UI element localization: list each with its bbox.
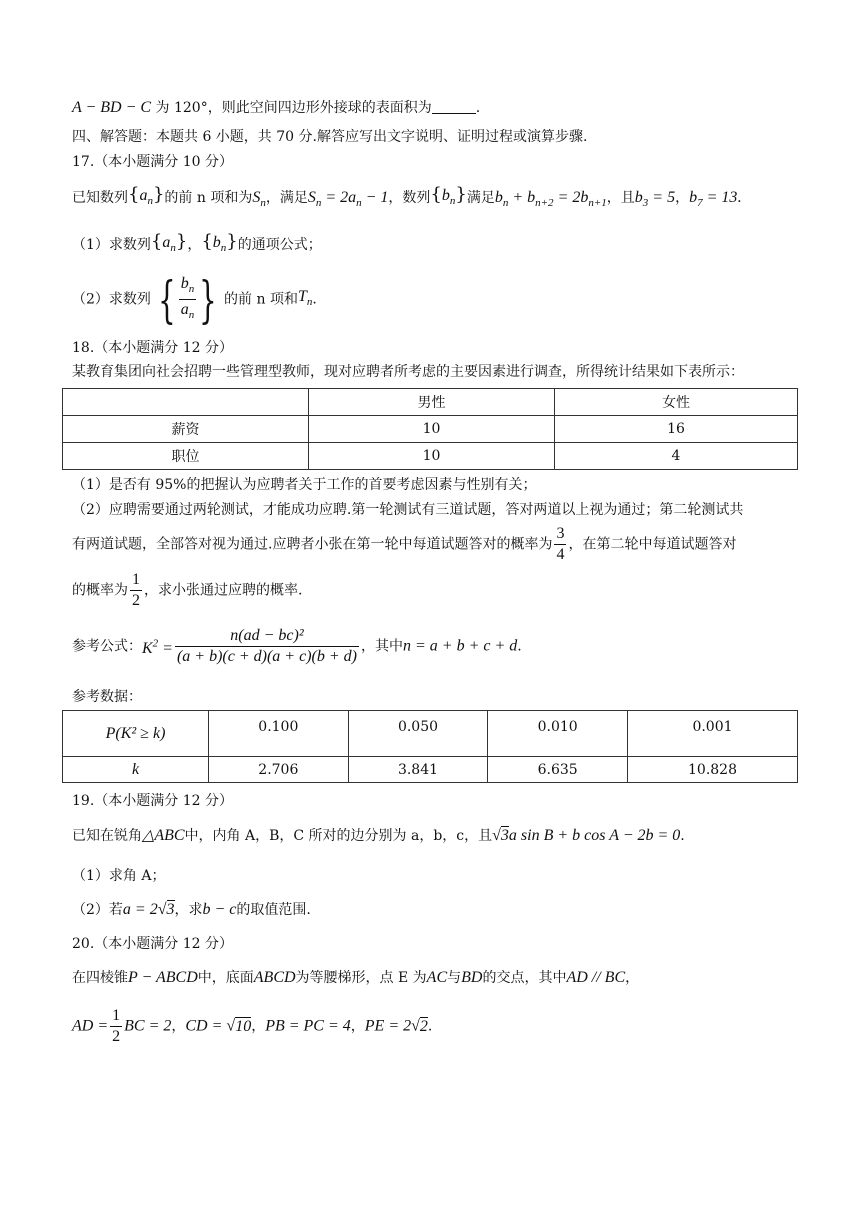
q19-text: ，求	[174, 902, 203, 918]
q17-stem-text: ，	[675, 190, 690, 207]
left-brace: {	[158, 270, 176, 329]
formula-numerator: n(ad − bc)²	[175, 626, 359, 647]
triangle-ABC: △ABC	[142, 827, 185, 844]
q19-head: 19.（本小题满分 12 分）	[72, 793, 233, 809]
table-cell: 薪资	[63, 416, 309, 443]
formula-line	[72, 626, 522, 672]
table-cell: 4	[555, 443, 798, 470]
q17-part2-text: 的前 n 项和	[224, 291, 298, 308]
q17-stem-text: 的前 n 项和为	[164, 190, 253, 207]
table-cell	[63, 389, 309, 416]
q20-text: ，	[251, 1018, 266, 1035]
q17-part1-text: （1）求数列	[72, 237, 151, 254]
ratio-fraction: $\frac{b_n}{a_n}$	[180, 275, 195, 322]
q18-part2-line1: （2）应聘需要通过两轮测试，才能成功应聘.第一轮测试有三道试题，答对两道以上视为通过；第二轮测试共	[72, 502, 744, 518]
table-cell: 6.635	[488, 757, 628, 783]
q17-part1-text: ，	[187, 237, 202, 254]
fraction-3-4	[554, 524, 566, 565]
table-cell: 女性	[555, 389, 798, 416]
q17-stem-text: ，且	[606, 190, 635, 207]
q18-part2-line3	[72, 570, 302, 616]
q18-part1: （1）是否有 95%的把握认为应聘者关于工作的首要考虑因素与性别有关；	[72, 477, 537, 493]
table-cell: k	[63, 757, 209, 783]
formula-denominator: (a + b)(c + d)(a + c)(b + d)	[176, 648, 357, 665]
q18-text: 的概率为	[72, 582, 128, 599]
table-cell: 3.841	[348, 757, 488, 783]
sum-symbol: $S_n$	[252, 189, 266, 210]
q17-head: 17.（本小题满分 10 分）	[72, 154, 233, 170]
table-cell: 10	[309, 416, 555, 443]
table-row	[63, 443, 798, 470]
table-cell: 0.010	[488, 711, 628, 757]
q20-text: 与	[447, 970, 462, 986]
a-value: a = 2√3	[122, 901, 175, 918]
formula-n: n = a + b + c + d	[402, 637, 518, 655]
base-name: ABCD	[253, 969, 296, 986]
frac-den: 4	[556, 546, 565, 563]
q20-text: ，	[350, 1018, 365, 1035]
PE-equation: PE = 2√2	[364, 1017, 428, 1035]
q18-text: ，求小张通过应聘的概率.	[144, 582, 303, 599]
right-brace: }	[199, 270, 217, 329]
q20-text: 中，底面	[197, 970, 254, 986]
q19-text: （2）若	[72, 902, 123, 918]
table-cell: 0.100	[209, 711, 349, 757]
carryover-line	[72, 98, 480, 118]
frac-den: 2	[132, 592, 140, 609]
q19-part1: （1）求角 A；	[72, 868, 166, 884]
table-row	[63, 711, 798, 757]
q20-text: 的交点，其中	[482, 970, 567, 986]
fraction-1-2: $\frac{1}{2}$	[112, 1007, 121, 1045]
q20-text: 在四棱锥	[72, 970, 128, 986]
seq-a-brace: $\{a_n\}$	[128, 184, 165, 208]
q17-part1	[72, 232, 322, 258]
q17-stem-text: 已知数列	[72, 190, 128, 207]
q18-part2-line2	[72, 524, 736, 570]
q19-part2	[72, 900, 311, 920]
b7-value: $b_7 = 13$	[689, 189, 738, 210]
table-cell: P(K² ≥ k)	[63, 711, 209, 757]
q17-stem: 已知数列$\{a_n\}$的前 n 项和为$S_n$，满足$S_n = 2a_n - 1$，数列$\{b_n\}$满足$b_n + b_{n+2} = 2b_{n+1}$，且$b_3 = 5$，$b_7 = 13$.	[72, 184, 742, 210]
q17-part2-text: （2）求数列	[72, 291, 151, 308]
formula-label: 参考公式：	[72, 638, 142, 655]
q17-stem-text: ，数列	[388, 190, 431, 207]
period: .	[475, 100, 481, 116]
period: .	[427, 1018, 433, 1035]
pyramid-name: P − ABCD	[128, 969, 198, 986]
table-row	[63, 757, 798, 783]
table-cell: 0.001	[628, 711, 798, 757]
b-minus-c: b − c	[202, 901, 237, 918]
survey-table	[62, 388, 798, 470]
q17-stem-text: ，满足	[265, 190, 308, 207]
frac-num: 1	[130, 570, 142, 591]
K-squared: $K^2$ =	[142, 637, 173, 658]
period: .	[517, 638, 522, 655]
q19-text: 中，内角 A，B，C 所对的边分别为 a，b，c，且	[184, 828, 493, 844]
q20-line2	[72, 1006, 432, 1052]
q20-head: 20.（本小题满分 12 分）	[72, 936, 233, 952]
table-cell: 职位	[63, 443, 309, 470]
q20-text: ，	[171, 1018, 186, 1035]
b3-value: $b_3 = 5$	[634, 189, 676, 210]
CD-equation: CD = √10	[185, 1017, 252, 1035]
q19-text: 已知在锐角	[72, 828, 142, 844]
table-cell: 16	[555, 416, 798, 443]
formula-text: ，其中	[360, 638, 403, 655]
section-heading: 四、解答题：本题共 6 小题，共 70 分.解答应写出文字说明、证明过程或演算步骤.	[72, 129, 588, 145]
AD-equation: AD =	[72, 1017, 109, 1035]
period: .	[680, 828, 685, 844]
q19-text: 的取值范围.	[236, 902, 311, 918]
table-cell: 10	[309, 443, 555, 470]
data-label: 参考数据：	[72, 689, 142, 705]
table-cell: 2.706	[209, 757, 349, 783]
q19-stem	[72, 826, 685, 846]
period: .	[312, 291, 317, 308]
reference-table	[62, 710, 798, 783]
q17-part1-text: 的通项公式；	[237, 237, 322, 254]
q18-stem: 某教育集团向社会招聘一些管理型教师，现对应聘者所考虑的主要因素进行调查，所得统计结果如下表所示：	[72, 364, 744, 380]
frac-num: 3	[554, 524, 566, 545]
seq-b-brace: $\{b_n\}$	[430, 184, 467, 208]
BD: BD	[461, 969, 483, 986]
table-cell: 0.050	[348, 711, 488, 757]
q17-part2	[72, 270, 317, 329]
q20-text: ，	[625, 970, 640, 986]
table-cell: 男性	[309, 389, 555, 416]
dihedral-label: A − BD − C	[72, 99, 152, 116]
carryover-text: 为 120°，则此空间四边形外接球的表面积为	[155, 100, 432, 116]
BC-equation: BC = 2	[124, 1017, 172, 1035]
fraction-1-2	[130, 570, 142, 611]
q20-text: 为等腰梯形，点 E 为	[295, 970, 427, 986]
seq-b-brace: $\{b_n\}$	[201, 231, 238, 255]
q19-equation: √3a sin B + b cos A − 2b = 0	[492, 827, 681, 844]
table-row	[63, 416, 798, 443]
parallel-relation: AD // BC	[566, 969, 626, 986]
answer-blank[interactable]	[432, 99, 476, 114]
table-row	[63, 389, 798, 416]
AC: AC	[426, 969, 448, 986]
q18-text: ，在第二轮中每道试题答对	[568, 536, 737, 553]
q20-stem	[72, 968, 639, 988]
sum-relation: $S_n = 2a_n - 1$	[307, 189, 389, 210]
PB-PC-equation: PB = PC = 4	[265, 1017, 351, 1035]
q17-stem-text: 满足	[466, 190, 495, 207]
table-cell: 10.828	[628, 757, 798, 783]
q18-head: 18.（本小题满分 12 分）	[72, 340, 233, 356]
seq-a-brace: $\{a_n\}$	[150, 231, 188, 255]
recurrence: $b_n + b_{n+2} = 2b_{n+1}$	[494, 189, 607, 210]
formula-fraction	[175, 626, 359, 667]
T-n: $T_n$	[297, 288, 313, 309]
q18-text: 有两道试题，全部答对视为通过.应聘者小张在第一轮中每道试题答对的概率为	[72, 536, 553, 553]
